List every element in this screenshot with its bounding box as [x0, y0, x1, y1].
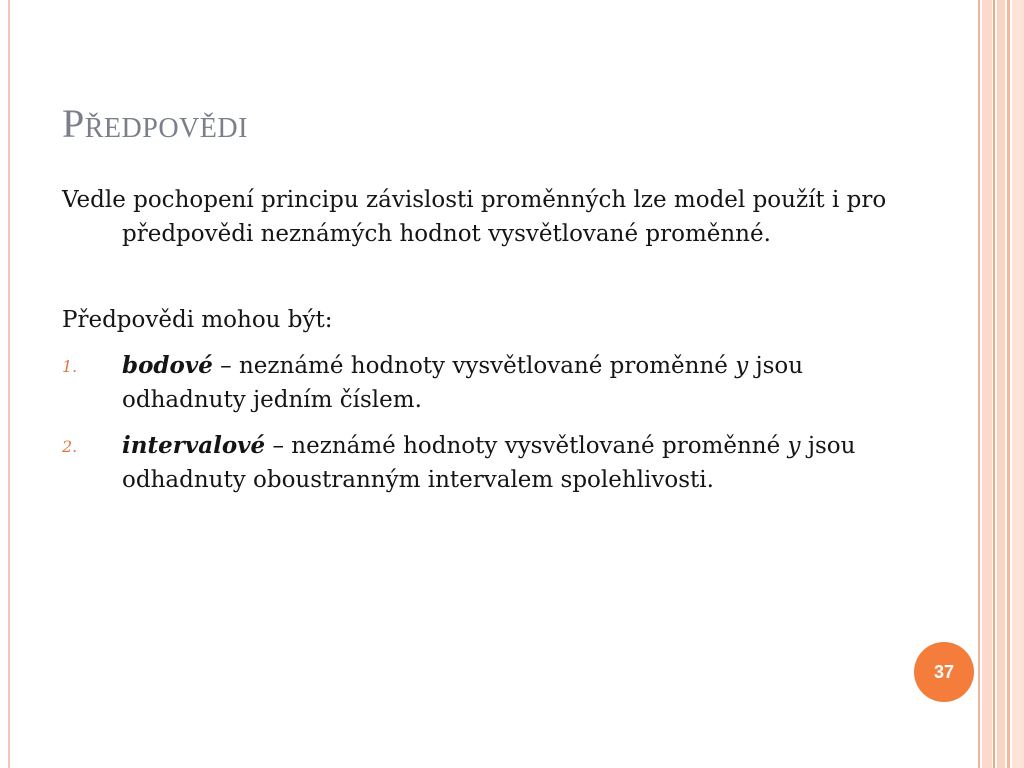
right-stripe-6: [1012, 0, 1024, 768]
list-item-content: [122, 353, 803, 413]
right-stripe-4: [997, 0, 1005, 768]
term-bodove: bodové: [122, 352, 213, 379]
right-stripe-1: [978, 0, 980, 768]
list-number: 2.: [62, 437, 78, 456]
item-text-before: – neznámé hodnoty vysvětlované proměnné: [265, 433, 788, 459]
right-stripe-3: [993, 0, 995, 768]
list-item-intervalove: [62, 429, 892, 497]
item-text-after: jsou odhadnuty jedním číslem.: [122, 353, 804, 413]
list-number: 1.: [62, 357, 78, 376]
slide-body: [62, 183, 892, 509]
intro-paragraph: Vedle pochopení principu závislosti proměnných lze model použít i pro předpovědi neznámých hodnot vysvětlované proměnné.: [62, 187, 887, 247]
variable-y: y: [735, 353, 749, 379]
page-number-badge: [914, 642, 974, 702]
right-stripe-5: [1007, 0, 1010, 768]
right-stripe-2: [982, 0, 992, 768]
list-item-bodove: [62, 349, 892, 417]
term-intervalove: intervalové: [122, 432, 266, 459]
list-item-content: [122, 433, 855, 493]
slide-title: Předpovědi: [62, 101, 248, 146]
variable-y: y: [787, 433, 801, 459]
item-text-before: – neznámé hodnoty vysvětlované proměnné: [212, 353, 736, 379]
page-number: 37: [933, 661, 955, 682]
list-intro: Předpovědi mohou být:: [62, 307, 333, 333]
left-border-line: [8, 0, 10, 768]
item-text-after: jsou odhadnuty oboustranným intervalem spolehlivosti.: [122, 433, 856, 493]
paragraph-gap: [62, 263, 892, 303]
